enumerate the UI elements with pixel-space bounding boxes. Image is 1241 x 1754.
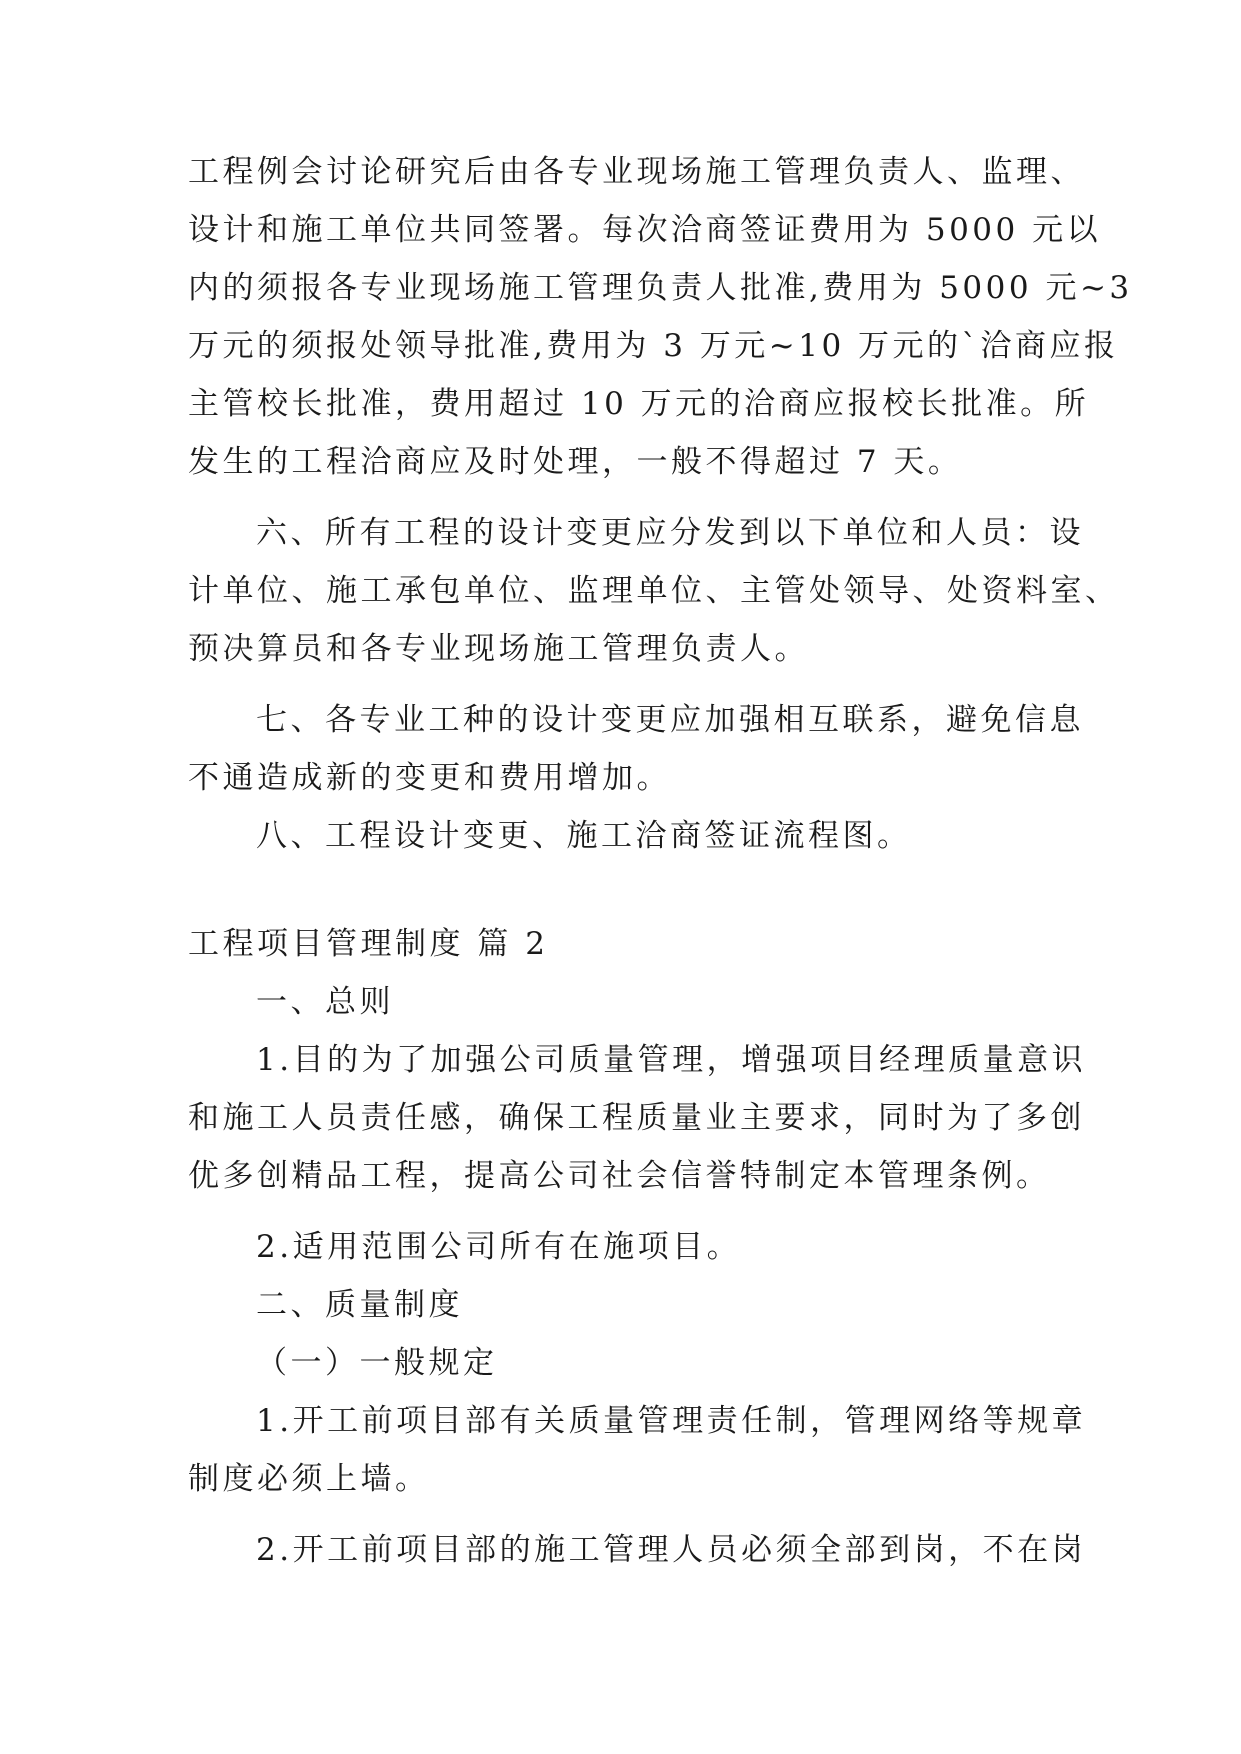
text-line: 和施工人员责任感，确保工程质量业主要求，同时为了多创 xyxy=(188,1100,1085,1136)
text-line: 2.开工前项目部的施工管理人员必须全部到岗，不在岗 xyxy=(256,1532,1087,1568)
text-line: 内的须报各专业现场施工管理负责人批准,费用为 5000 元~3 xyxy=(188,270,1133,306)
text-line: 六、所有工程的设计变更应分发到以下单位和人员：设 xyxy=(256,515,1084,551)
text-line: 1.开工前项目部有关质量管理责任制，管理网络等规章 xyxy=(256,1403,1087,1439)
text-line: （一）一般规定 xyxy=(256,1345,498,1381)
text-line: 二、质量制度 xyxy=(256,1287,463,1323)
text-line: 1.目的为了加强公司质量管理，增强项目经理质量意识 xyxy=(256,1042,1087,1078)
text-line: 2.适用范围公司所有在施项目。 xyxy=(256,1229,742,1265)
text-line: 计单位、施工承包单位、监理单位、主管处领导、处资料室、 xyxy=(188,573,1120,609)
text-line: 制度必须上墙。 xyxy=(188,1461,430,1497)
text-line: 优多创精品工程，提高公司社会信誉特制定本管理条例。 xyxy=(188,1158,1051,1194)
text-line: 不通造成新的变更和费用增加。 xyxy=(188,760,671,796)
text-line: 主管校长批准，费用超过 10 万元的洽商应报校长批准。所 xyxy=(188,386,1090,422)
text-line: 万元的须报处领导批准,费用为 3 万元~10 万元的`洽商应报 xyxy=(188,328,1119,364)
text-line: 八、工程设计变更、施工洽商签证流程图。 xyxy=(256,818,912,854)
text-line: 发生的工程洽商应及时处理，一般不得超过 7 天。 xyxy=(188,444,963,480)
text-line: 一、总则 xyxy=(256,984,394,1020)
section-title: 工程项目管理制度 篇 2 xyxy=(188,926,549,962)
text-line: 工程例会讨论研究后由各专业现场施工管理负责人、监理、 xyxy=(188,154,1085,190)
text-line: 预决算员和各专业现场施工管理负责人。 xyxy=(188,631,809,667)
text-line: 设计和施工单位共同签署。每次洽商签证费用为 5000 元以 xyxy=(188,212,1102,248)
text-line: 七、各专业工种的设计变更应加强相互联系，避免信息 xyxy=(256,702,1084,738)
